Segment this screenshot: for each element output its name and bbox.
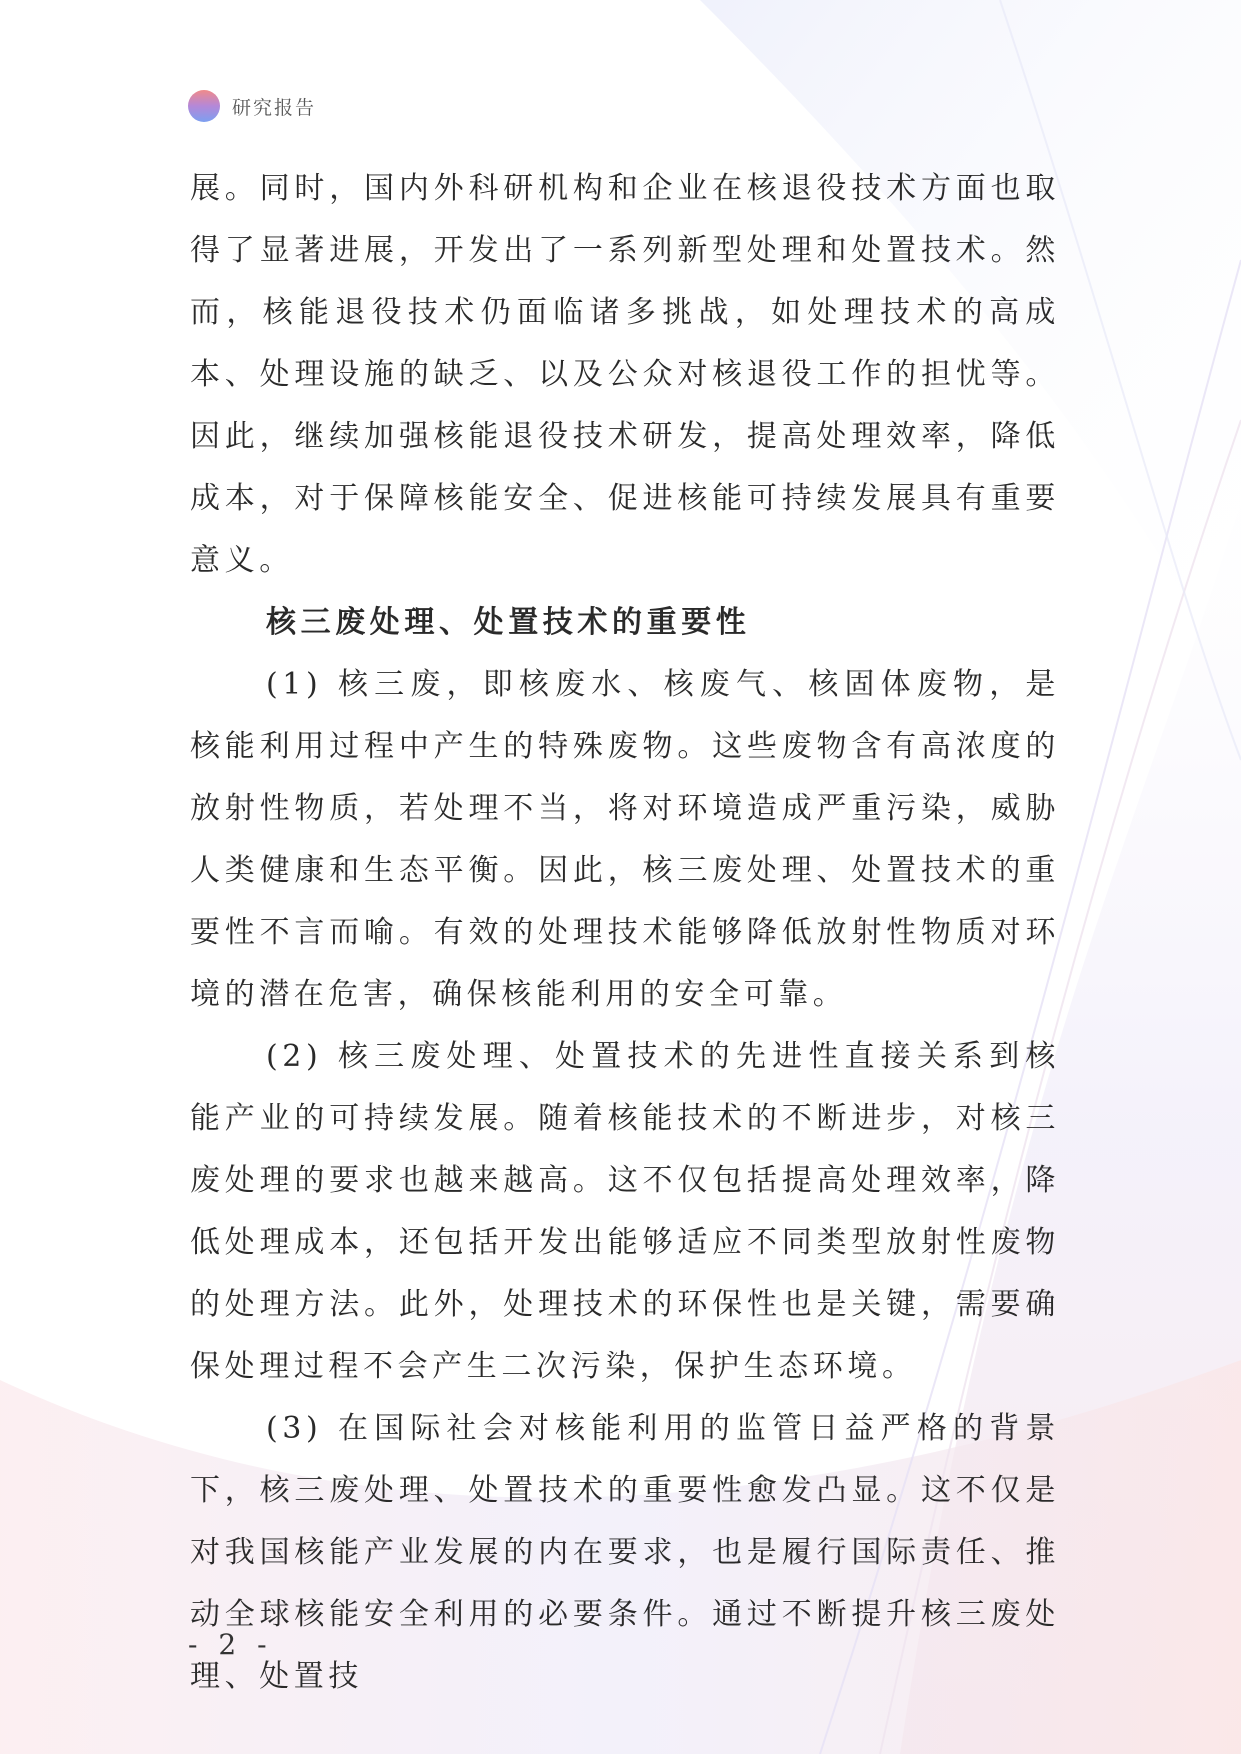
section-heading: 核三废处理、处置技术的重要性 — [266, 605, 751, 640]
body-paragraph: (2) 核三废处理、处置技术的先进性直接关系到核能产业的可持续发展。随着核能技术的不断进步，对核三废处理的要求也越来越高。这不仅包括提高处理效率，降低处理成本，还包括开发出能够适应不同类型放射性废物的处理方法。此外，处理技术的环保性也是关键，需要确保处理过程不会产生二次污染，保护生态环境。 — [190, 1039, 1060, 1384]
header-label: 研究报告 — [232, 96, 317, 119]
page-number: - 2 - — [188, 1628, 273, 1661]
body-paragraph: (3) 在国际社会对核能利用的监管日益严格的背景下，核三废处理、处置技术的重要性愈发凸显。这不仅是对我国核能产业发展的内在要求，也是履行国际责任、推动全球核能安全利用的必要条件。通过不断提升核三废处理、处置技 — [190, 1411, 1060, 1694]
body-paragraph: 展。同时，国内外科研机构和企业在核退役技术方面也取得了显著进展，开发出了一系列新型处理和处置技术。然而，核能退役技术仍面临诸多挑战，如处理技术的高成本、处理设施的缺乏、以及公众对核退役工作的担忧等。因此，继续加强核能退役技术研发，提高处理效率，降低成本，对于保障核能安全、促进核能可持续发展具有重要意义。 — [190, 171, 1060, 578]
report-header — [188, 90, 316, 122]
body-paragraph: (1) 核三废，即核废水、核废气、核固体废物，是核能利用过程中产生的特殊废物。这些废物含有高浓度的放射性物质，若处理不当，将对环境造成严重污染，威胁人类健康和生态平衡。因此，核三废处理、处置技术的重要性不言而喻。有效的处理技术能够降低放射性物质对环境的潜在危害，确保核能利用的安全可靠。 — [190, 667, 1060, 1012]
document-body — [190, 158, 1060, 1708]
logo-circle-icon — [188, 90, 220, 122]
